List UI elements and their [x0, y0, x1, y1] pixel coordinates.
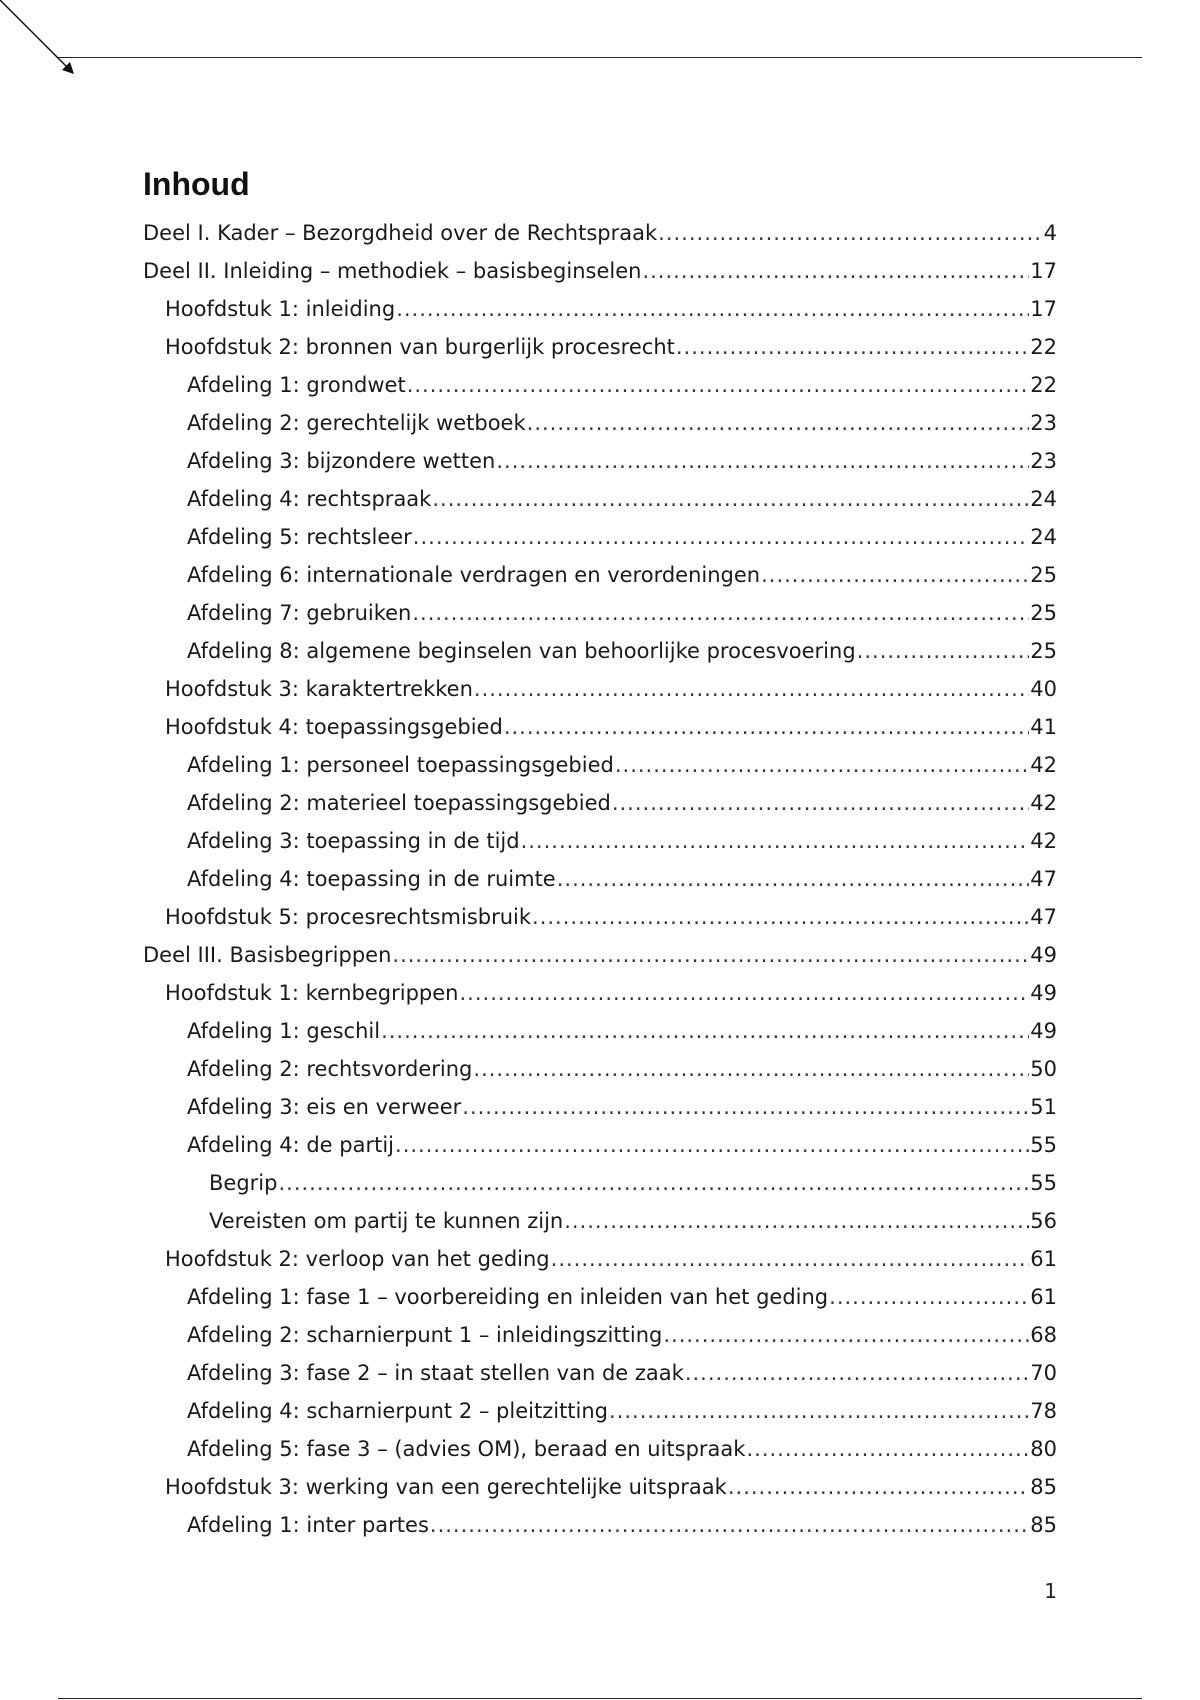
toc-entry[interactable]	[143, 898, 1057, 936]
toc-entry-page: 24	[1030, 525, 1057, 549]
toc-dot-leader	[532, 898, 1029, 936]
toc-entry-title: Afdeling 7: gebruiken	[187, 601, 412, 625]
toc-entry-page: 42	[1030, 791, 1057, 815]
toc-dot-leader	[609, 1392, 1029, 1430]
toc-entry-title: Afdeling 3: bijzondere wetten	[187, 449, 496, 473]
toc-entry-page: 22	[1030, 373, 1057, 397]
toc-entry-page: 42	[1030, 829, 1057, 853]
toc-entry-page: 40	[1030, 677, 1057, 701]
toc-dot-leader	[432, 480, 1029, 518]
table-of-contents	[143, 214, 1057, 1544]
toc-entry[interactable]	[143, 404, 1057, 442]
toc-dot-leader	[462, 1088, 1029, 1126]
toc-entry[interactable]	[143, 1468, 1057, 1506]
toc-entry[interactable]	[143, 1202, 1057, 1240]
toc-dot-leader	[521, 822, 1030, 860]
toc-dot-leader	[407, 366, 1030, 404]
toc-entry-title: Afdeling 5: fase 3 – (advies OM), beraad en uitspraak	[187, 1437, 746, 1461]
toc-entry-title: Afdeling 1: geschil	[187, 1019, 381, 1043]
toc-entry[interactable]	[143, 632, 1057, 670]
toc-dot-leader	[663, 1316, 1029, 1354]
header-rule	[58, 57, 1142, 58]
toc-entry-page: 70	[1030, 1361, 1057, 1385]
toc-entry[interactable]	[143, 1506, 1057, 1544]
toc-entry-page: 17	[1030, 297, 1057, 321]
toc-entry-page: 47	[1030, 867, 1057, 891]
toc-entry-page: 41	[1030, 715, 1057, 739]
toc-title: Inhoud	[143, 166, 250, 202]
toc-entry-page: 80	[1030, 1437, 1057, 1461]
toc-dot-leader	[460, 974, 1030, 1012]
toc-entry[interactable]	[143, 1088, 1057, 1126]
toc-entry[interactable]	[143, 1316, 1057, 1354]
toc-dot-leader	[557, 860, 1030, 898]
toc-entry-page: 42	[1030, 753, 1057, 777]
toc-dot-leader	[642, 252, 1029, 290]
toc-entry[interactable]	[143, 518, 1057, 556]
toc-entry-title: Afdeling 1: fase 1 – voorbereiding en inleiden van het geding	[187, 1285, 829, 1309]
toc-entry-title: Vereisten om partij te kunnen zijn	[209, 1209, 564, 1233]
toc-entry-title: Deel III. Basisbegrippen	[143, 943, 392, 967]
toc-dot-leader	[278, 1164, 1029, 1202]
toc-dot-leader	[381, 1012, 1029, 1050]
toc-entry[interactable]	[143, 708, 1057, 746]
toc-entry[interactable]	[143, 936, 1057, 974]
toc-entry-page: 85	[1030, 1475, 1057, 1499]
toc-dot-leader	[564, 1202, 1029, 1240]
toc-entry-page: 47	[1030, 905, 1057, 929]
toc-entry[interactable]	[143, 556, 1057, 594]
toc-entry-title: Hoofdstuk 1: inleiding	[165, 297, 396, 321]
toc-entry-title: Deel II. Inleiding – methodiek – basisbeginselen	[143, 259, 642, 283]
toc-entry[interactable]	[143, 1392, 1057, 1430]
toc-entry-page: 61	[1030, 1247, 1057, 1271]
toc-dot-leader	[658, 214, 1042, 252]
toc-entry-title: Afdeling 8: algemene beginselen van behoorlijke procesvoering	[187, 639, 856, 663]
toc-entry-page: 51	[1030, 1095, 1057, 1119]
toc-entry-page: 61	[1030, 1285, 1057, 1309]
toc-entry-title: Afdeling 2: gerechtelijk wetboek	[187, 411, 526, 435]
toc-entry-title: Afdeling 4: de partij	[187, 1133, 395, 1157]
toc-entry[interactable]	[143, 594, 1057, 632]
toc-dot-leader	[685, 1354, 1029, 1392]
toc-dot-leader	[728, 1468, 1029, 1506]
toc-entry-page: 4	[1043, 221, 1057, 245]
toc-entry[interactable]	[143, 1278, 1057, 1316]
toc-entry-title: Afdeling 4: scharnierpunt 2 – pleitzitting	[187, 1399, 609, 1423]
toc-entry-title: Afdeling 1: inter partes	[187, 1513, 429, 1537]
toc-entry-page: 23	[1030, 411, 1057, 435]
toc-entry-title: Hoofdstuk 1: kernbegrippen	[165, 981, 459, 1005]
toc-entry-page: 78	[1030, 1399, 1057, 1423]
toc-entry-title: Afdeling 2: materieel toepassingsgebied	[187, 791, 611, 815]
toc-entry-title: Afdeling 5: rechtsleer	[187, 525, 412, 549]
toc-entry[interactable]	[143, 480, 1057, 518]
toc-entry[interactable]	[143, 746, 1057, 784]
toc-dot-leader	[412, 594, 1029, 632]
toc-entry[interactable]	[143, 822, 1057, 860]
page-number: 1	[1044, 1579, 1057, 1603]
toc-entry-page: 25	[1030, 601, 1057, 625]
toc-entry-title: Afdeling 3: eis en verweer	[187, 1095, 462, 1119]
toc-dot-leader	[430, 1506, 1029, 1544]
toc-dot-leader	[829, 1278, 1029, 1316]
toc-entry-page: 25	[1030, 639, 1057, 663]
toc-entry-page: 55	[1030, 1133, 1057, 1157]
toc-dot-leader	[473, 1050, 1029, 1088]
toc-entry-title: Afdeling 6: internationale verdragen en verordeningen	[187, 563, 761, 587]
toc-entry[interactable]	[143, 1012, 1057, 1050]
toc-entry-title: Afdeling 3: toepassing in de tijd	[187, 829, 520, 853]
toc-dot-leader	[551, 1240, 1030, 1278]
toc-dot-leader	[676, 328, 1029, 366]
toc-entry[interactable]	[143, 1240, 1057, 1278]
toc-dot-leader	[615, 746, 1029, 784]
toc-entry-page: 17	[1030, 259, 1057, 283]
toc-entry-page: 56	[1030, 1209, 1057, 1233]
toc-dot-leader	[392, 936, 1029, 974]
toc-dot-leader	[612, 784, 1029, 822]
toc-dot-leader	[761, 556, 1029, 594]
toc-entry[interactable]	[143, 860, 1057, 898]
toc-dot-leader	[395, 1126, 1029, 1164]
toc-entry[interactable]	[143, 252, 1057, 290]
toc-entry[interactable]	[143, 1126, 1057, 1164]
toc-entry-title: Deel I. Kader – Bezorgdheid over de Rechtspraak	[143, 221, 658, 245]
toc-dot-leader	[396, 290, 1029, 328]
toc-entry-title: Hoofdstuk 4: toepassingsgebied	[165, 715, 503, 739]
toc-entry-title: Afdeling 3: fase 2 – in staat stellen van de zaak	[187, 1361, 684, 1385]
toc-entry-page: 49	[1030, 943, 1057, 967]
toc-dot-leader	[413, 518, 1029, 556]
toc-entry-page: 25	[1030, 563, 1057, 587]
toc-entry-title: Hoofdstuk 5: procesrechtsmisbruik	[165, 905, 532, 929]
toc-entry[interactable]	[143, 442, 1057, 480]
toc-entry-page: 49	[1030, 981, 1057, 1005]
corner-arrow-icon	[0, 0, 80, 80]
toc-entry-title: Hoofdstuk 3: karaktertrekken	[165, 677, 473, 701]
toc-entry[interactable]	[143, 328, 1057, 366]
toc-entry-title: Afdeling 1: grondwet	[187, 373, 406, 397]
toc-dot-leader	[746, 1430, 1029, 1468]
toc-dot-leader	[857, 632, 1030, 670]
toc-entry-page: 50	[1030, 1057, 1057, 1081]
toc-entry-title: Afdeling 1: personeel toepassingsgebied	[187, 753, 614, 777]
toc-dot-leader	[527, 404, 1030, 442]
toc-entry-title: Afdeling 2: rechtsvordering	[187, 1057, 473, 1081]
toc-entry[interactable]	[143, 1354, 1057, 1392]
toc-entry-page: 55	[1030, 1171, 1057, 1195]
toc-dot-leader	[504, 708, 1029, 746]
toc-dot-leader	[496, 442, 1029, 480]
toc-entry[interactable]	[143, 974, 1057, 1012]
toc-entry[interactable]	[143, 784, 1057, 822]
toc-entry-title: Afdeling 4: toepassing in de ruimte	[187, 867, 556, 891]
toc-entry-title: Hoofdstuk 2: bronnen van burgerlijk procesrecht	[165, 335, 675, 359]
toc-entry-page: 68	[1030, 1323, 1057, 1347]
toc-entry[interactable]	[143, 290, 1057, 328]
toc-entry-page: 23	[1030, 449, 1057, 473]
toc-entry-title: Hoofdstuk 2: verloop van het geding	[165, 1247, 550, 1271]
toc-entry-page: 24	[1030, 487, 1057, 511]
toc-entry-page: 22	[1030, 335, 1057, 359]
footer-rule	[58, 1698, 1142, 1699]
toc-entry-title: Afdeling 2: scharnierpunt 1 – inleidingszitting	[187, 1323, 663, 1347]
toc-entry[interactable]	[143, 1164, 1057, 1202]
toc-entry[interactable]	[143, 214, 1057, 252]
toc-entry-title: Afdeling 4: rechtspraak	[187, 487, 432, 511]
toc-entry[interactable]	[143, 670, 1057, 708]
toc-entry-page: 85	[1030, 1513, 1057, 1537]
toc-entry[interactable]	[143, 1050, 1057, 1088]
toc-entry-page: 49	[1030, 1019, 1057, 1043]
toc-entry[interactable]	[143, 366, 1057, 404]
toc-entry-title: Hoofdstuk 3: werking van een gerechtelijke uitspraak	[165, 1475, 727, 1499]
toc-dot-leader	[474, 670, 1029, 708]
toc-entry-title: Begrip	[209, 1171, 278, 1195]
toc-entry[interactable]	[143, 1430, 1057, 1468]
